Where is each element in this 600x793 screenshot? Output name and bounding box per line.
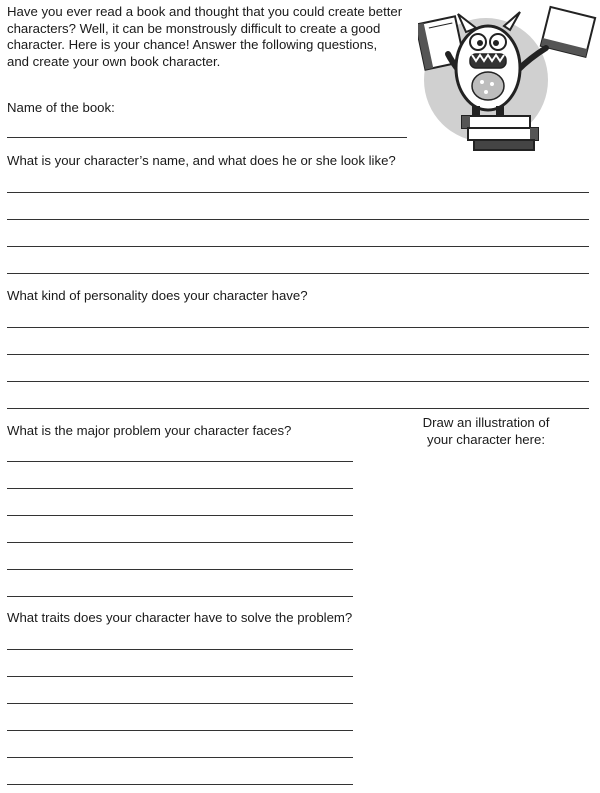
answer-line[interactable] <box>7 408 589 409</box>
intro-line-1: Have you ever read a book and thought that you could create better <box>7 4 403 19</box>
character-look-question: What is your character’s name, and what does he or she look like? <box>7 153 396 168</box>
answer-line[interactable] <box>7 596 353 597</box>
answer-line[interactable] <box>7 327 589 328</box>
answer-line[interactable] <box>7 649 353 650</box>
answer-line[interactable] <box>7 676 353 677</box>
answer-line[interactable] <box>7 569 353 570</box>
personality-question: What kind of personality does your character have? <box>7 288 308 303</box>
answer-line[interactable] <box>7 542 353 543</box>
answer-line[interactable] <box>7 784 353 785</box>
answer-line[interactable] <box>7 515 353 516</box>
intro-line-2: characters? Well, it can be monstrously difficult to create a good <box>7 20 381 36</box>
answer-line[interactable] <box>7 246 589 247</box>
monster-holding-books-icon <box>418 2 598 158</box>
answer-line[interactable] <box>7 461 353 462</box>
book-name-answer-line[interactable] <box>7 137 407 138</box>
answer-line[interactable] <box>7 381 589 382</box>
answer-line[interactable] <box>7 219 589 220</box>
book-name-label: Name of the book: <box>7 100 115 115</box>
answer-line[interactable] <box>7 192 589 193</box>
illustration-prompt-line-1: Draw an illustration of <box>422 415 550 430</box>
illustration-prompt-line-2: your character here: <box>426 431 545 447</box>
answer-line[interactable] <box>7 488 353 489</box>
intro-paragraph <box>7 4 427 70</box>
problem-question: What is the major problem your character faces? <box>7 423 292 438</box>
answer-line[interactable] <box>7 703 353 704</box>
answer-line[interactable] <box>7 354 589 355</box>
answer-line[interactable] <box>7 730 353 731</box>
traits-question: What traits does your character have to solve the problem? <box>7 610 353 625</box>
illustration-prompt <box>408 415 564 448</box>
intro-line-3: character. Here is your chance! Answer the following questions, <box>7 37 378 53</box>
answer-line[interactable] <box>7 757 353 758</box>
answer-line[interactable] <box>7 273 589 274</box>
intro-line-4: and create your own book character. <box>7 53 221 69</box>
